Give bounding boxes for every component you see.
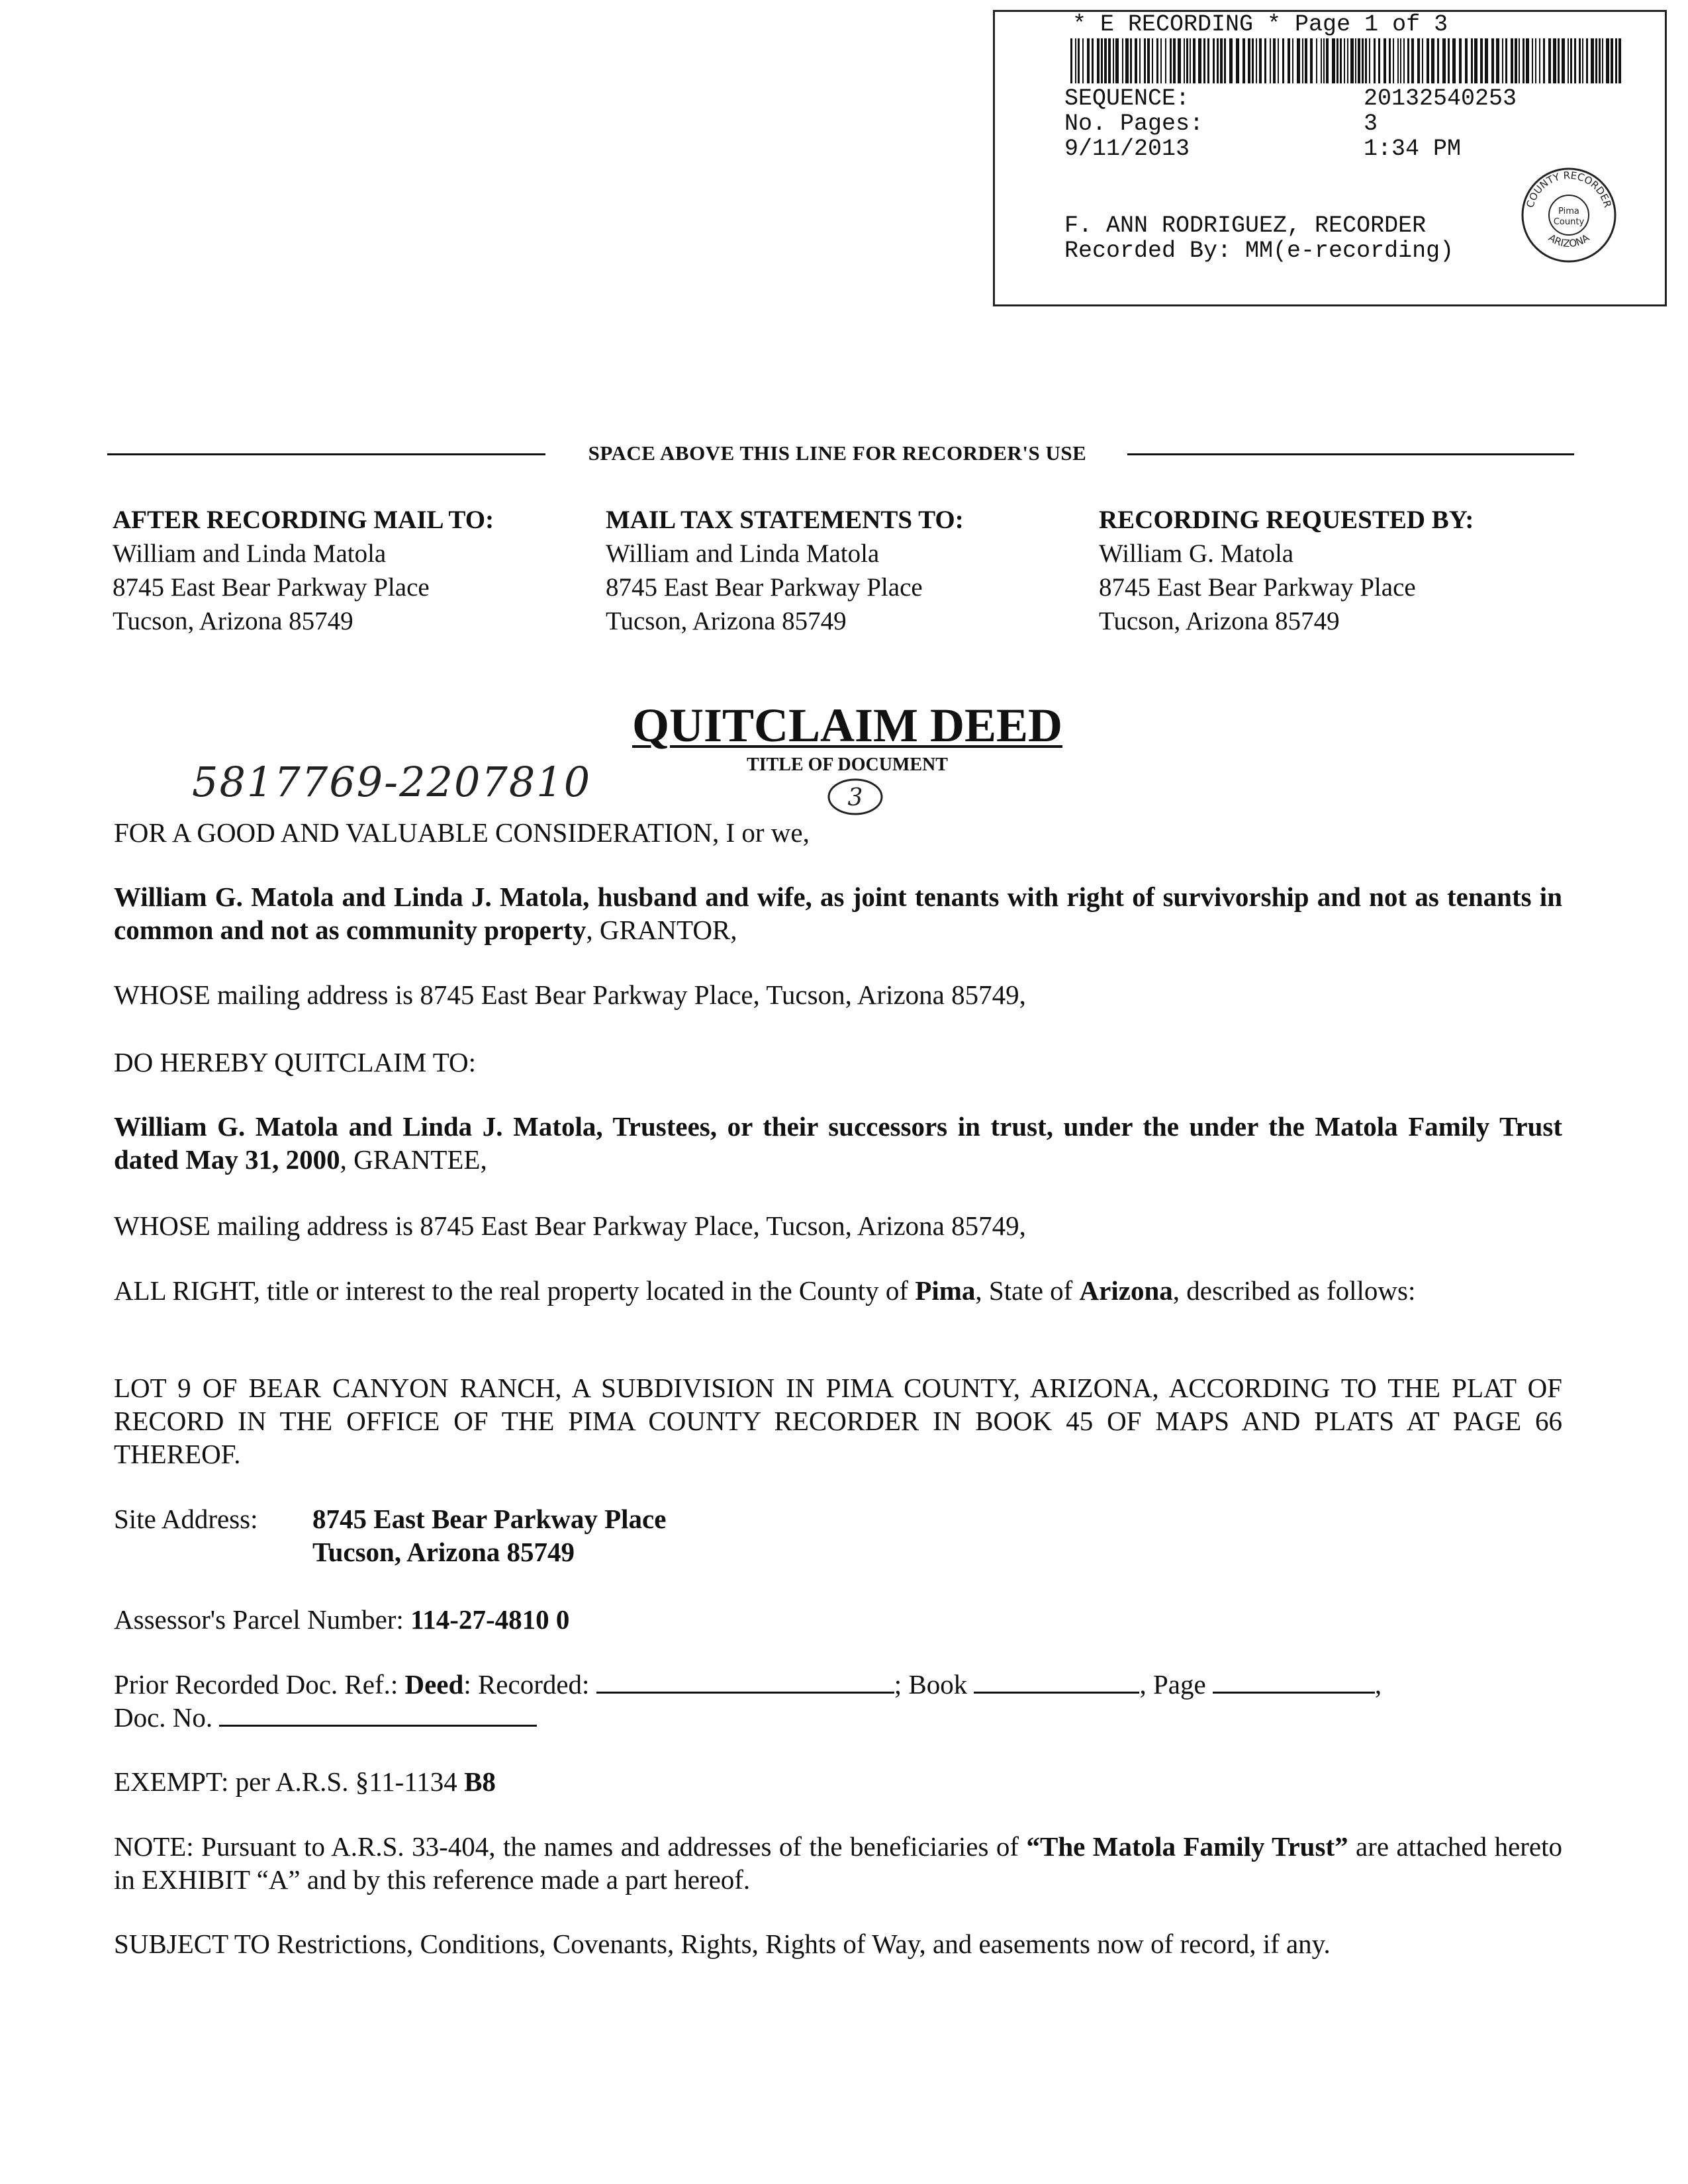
- book-blank-field: [974, 1668, 1139, 1694]
- exempt-line: [114, 1765, 496, 1798]
- recorder-use-caption: SPACE ABOVE THIS LINE FOR RECORDER'S USE: [588, 441, 1087, 465]
- property-text: , State of: [975, 1275, 1080, 1306]
- mail-tax-statements-to: [606, 503, 1069, 638]
- note-paragraph: [114, 1830, 1562, 1896]
- stamp-header: * E RECORDING * Page 1 of 3: [1072, 11, 1448, 38]
- prior-ref-deed: Deed: [404, 1669, 464, 1700]
- column-heading: MAIL TAX STATEMENTS TO:: [606, 506, 964, 534]
- grantee-address-paragraph: WHOSE mailing address is 8745 East Bear Parkway Place, Tucson, Arizona 85749,: [114, 1210, 1026, 1241]
- site-address-line-2: Tucson, Arizona 85749: [312, 1537, 575, 1567]
- seal-text-pima: Pima: [1558, 206, 1579, 216]
- consideration-paragraph: FOR A GOOD AND VALUABLE CONSIDERATION, I or we,: [114, 817, 810, 848]
- state-name: Arizona: [1079, 1275, 1173, 1306]
- recorded-blank-field: [596, 1668, 894, 1694]
- prior-ref-recorded-label: : Recorded:: [463, 1669, 596, 1700]
- grantor-suffix: , GRANTOR,: [586, 915, 737, 945]
- svg-text:ARIZONA: [1546, 232, 1592, 250]
- grantee-suffix: , GRANTEE,: [340, 1144, 487, 1175]
- column-line: Tucson, Arizona 85749: [113, 607, 353, 635]
- title-of-document-caption: TITLE OF DOCUMENT: [747, 754, 948, 775]
- county-name: Pima: [915, 1275, 976, 1306]
- prior-ref-comma: ,: [1374, 1669, 1382, 1700]
- grantee-names: William G. Matola and Linda J. Matola, Trustees, or their successors in trust, under the under the Matola Family Trust dated May 31, 2000: [114, 1111, 1562, 1175]
- recorded-time: 1:34 PM: [1364, 136, 1462, 162]
- recorder-line-left-rule: [107, 453, 545, 455]
- subject-to-paragraph: SUBJECT TO Restrictions, Conditions, Covenants, Rights, Rights of Way, and easements now of record, if any.: [114, 1929, 1331, 1959]
- column-line: William G. Matola: [1099, 539, 1294, 568]
- recorded-by: Recorded By: MM(e-recording): [1064, 238, 1454, 264]
- note-trust-name: “The Matola Family Trust”: [1026, 1831, 1348, 1862]
- column-line: Tucson, Arizona 85749: [1099, 607, 1340, 635]
- circled-number-text: 3: [847, 784, 863, 811]
- svg-text:COUNTY RECORDER: [1524, 169, 1613, 209]
- seal-text-top: COUNTY RECORDER: [1524, 169, 1614, 209]
- doc-no-label: Doc. No.: [114, 1702, 220, 1733]
- document-title: QUITCLAIM DEED: [632, 699, 1063, 752]
- column-line: Tucson, Arizona 85749: [606, 607, 847, 635]
- handwritten-reference-number: 5817769-2207810: [192, 758, 592, 806]
- sequence-value: 20132540253: [1364, 85, 1517, 112]
- grantee-paragraph: [114, 1110, 1562, 1176]
- property-text: , described as follows:: [1172, 1275, 1416, 1306]
- note-text: are attached hereto in EXHIBIT “A” and by this reference made a part hereof.: [114, 1831, 1563, 1895]
- prior-ref-label: Prior Recorded Doc. Ref.:: [114, 1669, 405, 1700]
- recorder-name: F. ANN RODRIGUEZ, RECORDER: [1064, 212, 1427, 239]
- column-line: William and Linda Matola: [606, 539, 880, 568]
- note-text: NOTE: Pursuant to A.R.S. 33-404, the names and addresses of the beneficiaries of: [114, 1831, 1027, 1862]
- doc-no-blank-field: [219, 1701, 537, 1727]
- column-line: 8745 East Bear Parkway Place: [113, 573, 430, 602]
- column-heading: RECORDING REQUESTED BY:: [1099, 506, 1474, 534]
- grantor-address-paragraph: WHOSE mailing address is 8745 East Bear Parkway Place, Tucson, Arizona 85749,: [114, 979, 1026, 1010]
- grantor-paragraph: [114, 880, 1562, 946]
- site-address-line-1: 8745 East Bear Parkway Place: [312, 1504, 667, 1534]
- prior-recorded-doc-ref: [114, 1668, 1562, 1701]
- legal-description-paragraph: LOT 9 OF BEAR CANYON RANCH, A SUBDIVISION IN PIMA COUNTY, ARIZONA, ACCORDING TO THE PLAT OF RECORD IN THE OFFICE OF THE PIMA COUNTY RECORDER IN BOOK 45 OF MAPS AND PLATS AT PAGE 66 THEREOF.: [114, 1373, 1562, 1469]
- exempt-text: EXEMPT: per A.R.S. §11-1134: [114, 1766, 465, 1797]
- property-location-paragraph: [114, 1274, 1562, 1307]
- doc-number-line: [114, 1701, 537, 1734]
- after-recording-mail-to: [113, 503, 576, 638]
- recorder-line-right-rule: [1127, 453, 1574, 455]
- property-text: ALL RIGHT, title or interest to the real property located in the County of: [114, 1275, 915, 1306]
- prior-ref-page-label: , Page: [1139, 1669, 1213, 1700]
- quitclaim-to-paragraph: DO HEREBY QUITCLAIM TO:: [114, 1047, 477, 1077]
- barcode-image: [1070, 38, 1625, 83]
- pages-label: No. Pages:: [1064, 111, 1204, 137]
- column-line: William and Linda Matola: [113, 539, 387, 568]
- column-line: 8745 East Bear Parkway Place: [606, 573, 923, 602]
- sequence-label: SEQUENCE:: [1064, 85, 1190, 112]
- pages-value: 3: [1364, 111, 1378, 137]
- recorded-date: 9/11/2013: [1064, 136, 1190, 162]
- county-recorder-seal-icon: [1519, 165, 1618, 265]
- prior-ref-book-label: ; Book: [894, 1669, 974, 1700]
- page-blank-field: [1213, 1668, 1375, 1694]
- site-address-label: Site Address:: [114, 1504, 258, 1534]
- assessor-parcel-line: [114, 1603, 569, 1636]
- seal-text-bottom: ARIZONA: [1546, 232, 1592, 250]
- handwritten-circled-number: [826, 776, 884, 817]
- seal-text-county: County: [1553, 217, 1585, 227]
- apn-value: 114-27-4810 0: [410, 1604, 570, 1635]
- exempt-code: B8: [464, 1766, 496, 1797]
- column-line: 8745 East Bear Parkway Place: [1099, 573, 1416, 602]
- apn-label: Assessor's Parcel Number:: [114, 1604, 411, 1635]
- grantor-names: William G. Matola and Linda J. Matola, husband and wife, as joint tenants with right of survivorship and not as tenants in common and not as community property: [114, 882, 1562, 945]
- column-heading: AFTER RECORDING MAIL TO:: [113, 506, 494, 534]
- recording-requested-by: [1099, 503, 1562, 638]
